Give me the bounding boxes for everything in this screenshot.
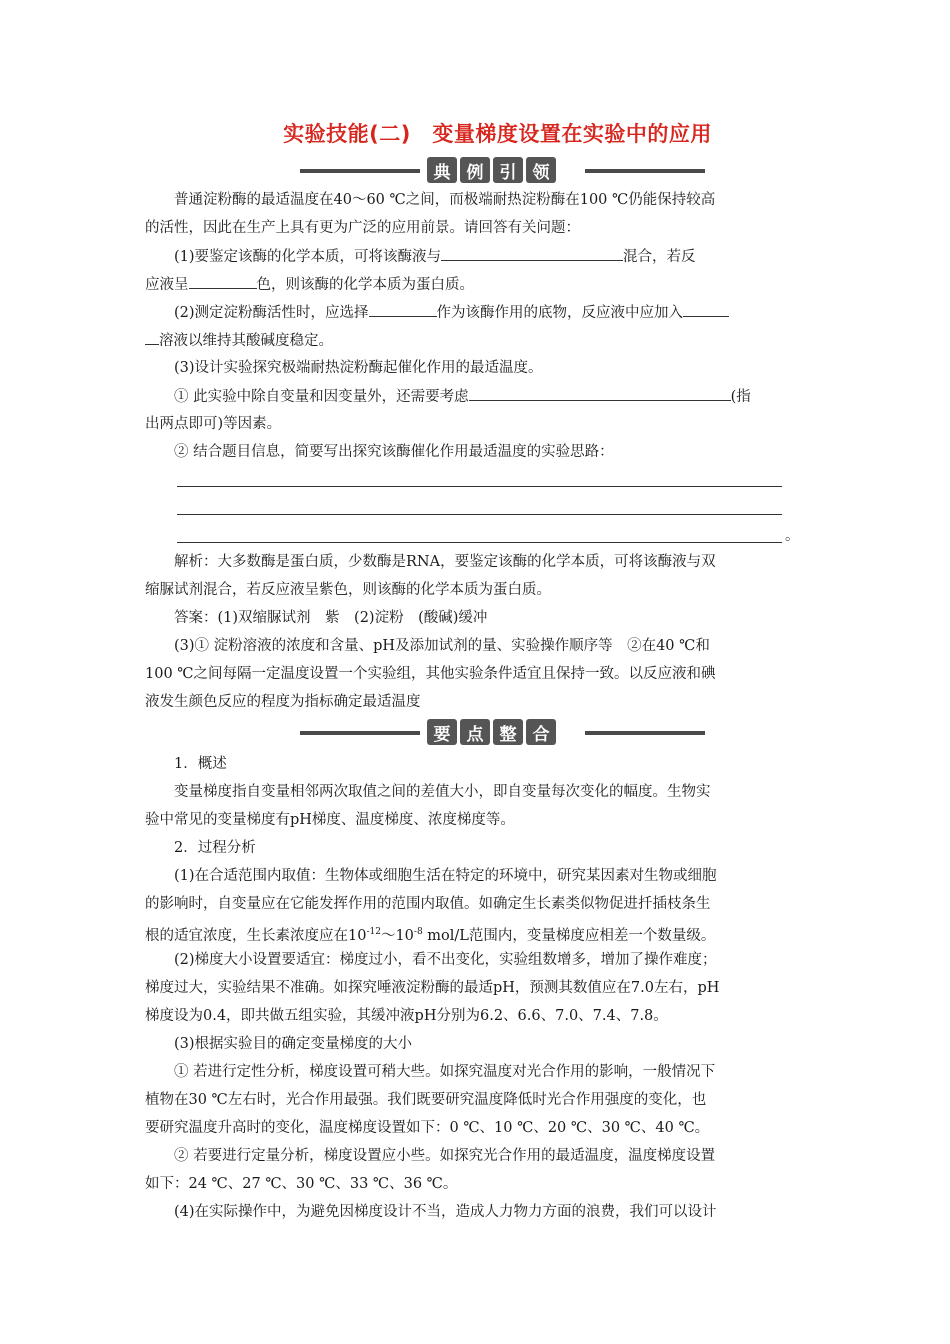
section-2-p3-line: 如下：24 ℃、27 ℃、30 ℃、33 ℃、36 ℃。 — [145, 1176, 458, 1192]
section-1-line: 变量梯度指自变量相邻两次取值之间的差值大小，即自变量每次变化的幅度。生物实 — [174, 784, 711, 800]
text: (指 — [730, 389, 751, 405]
section-2-p3-line: ① 若进行定性分析，梯度设置可稍大些。如探究温度对光合作用的影响，一般情况下 — [174, 1064, 716, 1080]
banner-char: 点 — [460, 719, 490, 745]
question-1-line — [145, 270, 810, 299]
section-2-p3-line: ② 若要进行定量分析，梯度设置应小些。如探究光合作用的最适温度，温度梯度设置 — [174, 1148, 716, 1164]
text: 根的适宜浓度，生长素浓度应在10 — [145, 927, 367, 944]
intro-line: 的活性，因此在生产上具有更为广泛的应用前景。请回答有关问题： — [145, 220, 580, 236]
text: 溶液以维持其酸碱度稳定。 — [159, 333, 333, 349]
section-banner-examples — [145, 157, 845, 185]
section-2-head: 2．过程分析 — [174, 840, 256, 856]
text: 混合，若反 — [623, 249, 696, 265]
banner-char: 整 — [493, 719, 523, 745]
section-2-p3-line: 植物在30 ℃左右时，光合作用最强。我们既要研究温度降低时光合作用强度的变化，也 — [145, 1092, 707, 1108]
text: 作为该酶作用的底物，反应液中应加入 — [436, 305, 684, 321]
banner-char: 典 — [427, 157, 457, 183]
question-3-sub-1 — [145, 382, 810, 411]
section-2-p3-head: (3)根据实验目的确定变量梯度的大小 — [174, 1036, 413, 1052]
section-1-line: 验中常见的变量梯度有pH梯度、温度梯度、浓度梯度等。 — [145, 812, 515, 828]
period: 。 — [785, 528, 800, 544]
section-2-p1-line: 的影响时，自变量应在它能发挥作用的范围内取值。如确定生长素类似物促进扦插枝条生 — [145, 896, 711, 912]
text: ～10 — [380, 927, 414, 944]
banner-rule-right — [585, 169, 705, 173]
exponent: -8 — [413, 927, 423, 937]
section-1-head: 1．概述 — [174, 756, 227, 772]
answer-blank — [441, 242, 623, 261]
banner-char: 引 — [493, 157, 523, 183]
section-2-p2-line: (2)梯度大小设置要适宜：梯度过小，看不出变化，实验组数增多，增加了操作难度； — [174, 952, 717, 968]
section-2-p1-line: (1)在合适范围内取值：生物体或细胞生活在特定的环境中，研究某因素对生物或细胞 — [174, 868, 717, 884]
section-2-p2-line: 梯度过大，实验结果不准确。如探究唾液淀粉酶的最适pH，预测其数值应在7.0左右，pH — [145, 980, 720, 996]
question-1-line — [145, 242, 810, 271]
text: mol/L范围内，变量梯度应相差一个数量级。 — [422, 927, 716, 944]
intro-line: 普通淀粉酶的最适温度在40～60 ℃之间，而极端耐热淀粉酶在100 ℃仍能保持较高 — [174, 192, 716, 208]
answer-line — [177, 485, 782, 487]
question-3-sub-1: 出两点即可)等因素。 — [145, 416, 282, 432]
answer-text-line: 100 ℃之间每隔一定温度设置一个实验组，其他实验条件适宜且保持一致。以反应液和碘 — [145, 666, 716, 682]
text: ① 此实验中除自变量和因变量外，还需要考虑 — [174, 389, 469, 405]
answer-line — [177, 513, 782, 515]
banner-rule-left — [300, 169, 420, 173]
answer-blank — [469, 382, 731, 401]
answer-blank — [145, 326, 159, 345]
banner-char: 领 — [526, 157, 556, 183]
banner-char: 例 — [460, 157, 490, 183]
banner-char: 合 — [526, 719, 556, 745]
answer-line — [177, 541, 782, 543]
page-title: 实验技能(二) 变量梯度设置在实验中的应用 — [283, 122, 712, 146]
text: (1)要鉴定该酶的化学本质，可将该酶液与 — [174, 249, 442, 265]
exponent: -12 — [366, 927, 381, 937]
section-banner-key-points — [145, 719, 845, 747]
analysis-line: 缩脲试剂混合，若反应液呈紫色，则该酶的化学本质为蛋白质。 — [145, 582, 551, 598]
analysis-line: 解析：大多数酶是蛋白质，少数酶是RNA，要鉴定该酶的化学本质，可将该酶液与双 — [174, 554, 716, 570]
answer-blank — [683, 298, 729, 317]
question-3-head: (3)设计实验探究极端耐热淀粉酶起催化作用的最适温度。 — [174, 360, 543, 376]
answer-blank — [369, 298, 437, 317]
answer-text-line: (3)① 淀粉溶液的浓度和含量、pH及添加试剂的量、实验操作顺序等 ②在40 ℃和 — [174, 638, 710, 654]
section-2-p3-line: 要研究温度升高时的变化，温度梯度设置如下：0 ℃、10 ℃、20 ℃、30 ℃、40 ℃。 — [145, 1120, 710, 1136]
answer-text-line: 液发生颜色反应的程度为指标确定最适温度 — [145, 694, 421, 710]
banner-char: 要 — [427, 719, 457, 745]
section-2-p2-line: 梯度设为0.4，即共做五组实验，其缓冲液pH分别为6.2、6.6、7.0、7.4、7.8。 — [145, 1008, 668, 1024]
text: 应液呈 — [145, 277, 189, 293]
banner-rule-left — [300, 731, 420, 735]
text: 色，则该酶的化学本质为蛋白质。 — [256, 277, 474, 293]
section-2-p4-line: (4)在实际操作中，为避免因梯度设计不当，造成人力物力方面的浪费，我们可以设计 — [174, 1204, 717, 1220]
question-2-line — [145, 326, 810, 355]
text: (2)测定淀粉酶活性时，应选择 — [174, 305, 369, 321]
question-3-sub-2: ② 结合题目信息，简要写出探究该酶催化作用最适温度的实验思路： — [174, 444, 614, 460]
answer-blank — [189, 270, 257, 289]
question-2-line — [145, 298, 810, 327]
banner-rule-right — [585, 731, 705, 735]
answer-text-line: 答案：(1)双缩脲试剂 紫 (2)淀粉 (酸碱)缓冲 — [174, 610, 488, 626]
